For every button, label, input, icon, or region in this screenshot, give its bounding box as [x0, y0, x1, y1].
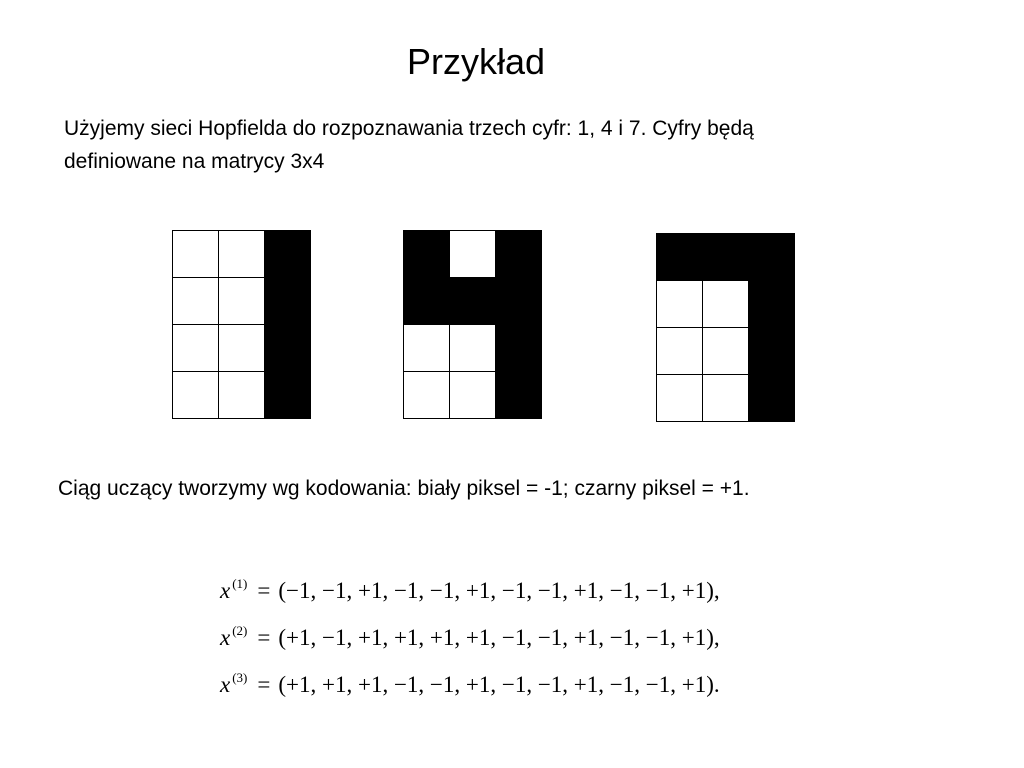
black-pixel	[265, 231, 311, 278]
white-pixel	[173, 231, 219, 278]
white-pixel	[703, 328, 749, 375]
digit-7-grid	[656, 233, 795, 422]
white-pixel	[173, 372, 219, 419]
white-pixel	[173, 278, 219, 325]
vector-x1	[220, 570, 720, 605]
white-pixel	[657, 328, 703, 375]
black-pixel	[265, 278, 311, 325]
vector-index: (2)	[232, 623, 248, 638]
black-pixel	[265, 372, 311, 419]
vector-values: (−1, −1, +1, −1, −1, +1, −1, −1, +1, −1, −1, +1),	[278, 578, 720, 603]
vector-x3	[220, 664, 720, 699]
black-pixel	[496, 372, 542, 419]
digit-1-grid	[172, 230, 311, 419]
equals-sign: =	[257, 625, 271, 650]
white-pixel	[657, 281, 703, 328]
vector-index: (1)	[232, 576, 248, 591]
black-pixel	[749, 234, 795, 281]
black-pixel	[265, 325, 311, 372]
vector-name: x	[220, 625, 231, 650]
white-pixel	[219, 231, 265, 278]
intro-line-2: definiowane na matrycy 3x4	[64, 150, 325, 173]
white-pixel	[703, 375, 749, 422]
white-pixel	[450, 372, 496, 419]
black-pixel	[496, 325, 542, 372]
white-pixel	[450, 325, 496, 372]
slide-title: Przykład	[406, 41, 546, 82]
white-pixel	[404, 372, 450, 419]
equals-sign: =	[257, 672, 271, 697]
digit-4-grid	[403, 230, 542, 419]
black-pixel	[749, 375, 795, 422]
equals-sign: =	[257, 578, 271, 603]
white-pixel	[404, 325, 450, 372]
white-pixel	[657, 375, 703, 422]
black-pixel	[404, 278, 450, 325]
vector-values: (+1, +1, +1, −1, −1, +1, −1, −1, +1, −1, −1, +1).	[278, 672, 720, 697]
black-pixel	[703, 234, 749, 281]
white-pixel	[219, 325, 265, 372]
white-pixel	[703, 281, 749, 328]
white-pixel	[219, 278, 265, 325]
black-pixel	[404, 231, 450, 278]
vector-index: (3)	[232, 670, 248, 685]
white-pixel	[450, 231, 496, 278]
vector-values: (+1, −1, +1, +1, +1, +1, −1, −1, +1, −1, −1, +1),	[278, 625, 720, 650]
vector-x2	[220, 617, 720, 652]
black-pixel	[749, 328, 795, 375]
black-pixel	[749, 281, 795, 328]
white-pixel	[219, 372, 265, 419]
black-pixel	[450, 278, 496, 325]
vector-name: x	[220, 672, 231, 697]
intro-line-1: Użyjemy sieci Hopfielda do rozpoznawania trzech cyfr: 1, 4 i 7. Cyfry będą	[64, 117, 754, 140]
vector-name: x	[220, 578, 231, 603]
coding-description: Ciąg uczący tworzymy wg kodowania: biały piksel = -1; czarny piksel = +1.	[58, 477, 750, 500]
black-pixel	[496, 278, 542, 325]
black-pixel	[496, 231, 542, 278]
white-pixel	[173, 325, 219, 372]
black-pixel	[657, 234, 703, 281]
intro-text	[64, 112, 964, 178]
